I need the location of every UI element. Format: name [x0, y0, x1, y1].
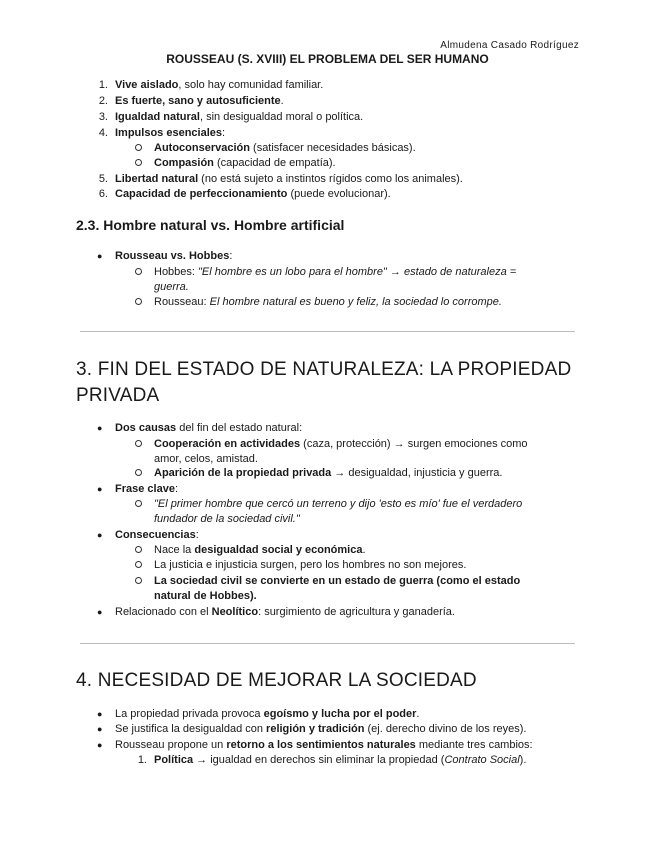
hollow-bullet-icon	[135, 268, 142, 275]
bullet-icon: ●	[97, 530, 103, 540]
bullet-icon: ●	[97, 251, 103, 261]
list-number: 2.	[98, 95, 108, 107]
hollow-bullet-icon	[135, 546, 142, 553]
hollow-bullet-icon	[135, 440, 142, 447]
list-item: Dos causas del fin del estado natural:	[115, 422, 303, 434]
list-item: Libertad natural (no está sujeto a instintos rígidos como los animales).	[115, 173, 463, 185]
document-title: ROUSSEAU (S. XVIII) EL PROBLEMA DEL SER HUMANO	[166, 52, 489, 66]
sub-list-item: La justicia e injusticia surgen, pero los hombres no son mejores.	[154, 559, 467, 571]
list-number: 3.	[98, 111, 108, 123]
list-item: Rousseau propone un retorno a los sentimientos naturales mediante tres cambios:	[115, 739, 533, 751]
section-heading: 2.3. Hombre natural vs. Hombre artificial	[76, 217, 345, 233]
bullet-icon: ●	[97, 607, 103, 617]
sub-list-item: Cooperación en actividades (caza, protección) → surgen emociones como	[154, 438, 528, 450]
sub-list-item-continuation: natural de Hobbes).	[154, 590, 257, 602]
sub-list-item: Compasión (capacidad de empatía).	[154, 157, 336, 169]
list-item: Rousseau vs. Hobbes:	[115, 250, 233, 262]
list-item: Capacidad de perfeccionamiento (puede evolucionar).	[115, 188, 391, 200]
list-number: 5.	[98, 173, 108, 185]
list-number: 1.	[137, 754, 147, 766]
list-item: Impulsos esenciales:	[115, 127, 226, 139]
sub-list-item: Aparición de la propiedad privada → desigualdad, injusticia y guerra.	[154, 467, 503, 479]
section-heading: 4. NECESIDAD DE MEJORAR LA SOCIEDAD	[76, 670, 477, 691]
bullet-icon: ●	[97, 724, 103, 734]
list-number: 1.	[98, 79, 108, 91]
sub-list-item-continuation: amor, celos, amistad.	[154, 453, 258, 465]
hollow-bullet-icon	[135, 159, 142, 166]
hollow-bullet-icon	[135, 561, 142, 568]
list-number: 4.	[98, 127, 108, 139]
list-item: Consecuencias:	[115, 529, 199, 541]
sub-list-item-continuation: fundador de la sociedad civil."	[154, 513, 300, 525]
list-item: Vive aislado, solo hay comunidad familiar.	[115, 79, 324, 91]
sub-list-item: Autoconservación (satisfacer necesidades básicas).	[154, 142, 416, 154]
list-item: Frase clave:	[115, 483, 178, 495]
sub-list-item: Hobbes: "El hombre es un lobo para el hombre" → estado de naturaleza =	[154, 266, 517, 278]
sub-list-item-continuation: guerra.	[154, 281, 189, 293]
section-heading: 3. FIN DEL ESTADO DE NATURALEZA: LA PROPIEDAD PRIVADA	[76, 359, 572, 406]
hollow-bullet-icon	[135, 144, 142, 151]
divider	[80, 331, 575, 332]
list-item: Relacionado con el Neolítico: surgimiento de agricultura y ganadería.	[115, 606, 455, 618]
hollow-bullet-icon	[135, 469, 142, 476]
bullet-icon: ●	[97, 484, 103, 494]
hollow-bullet-icon	[135, 298, 142, 305]
sub-list-item: La sociedad civil se convierte en un estado de guerra (como el estado	[154, 575, 521, 587]
sub-list-item: "El primer hombre que cercó un terreno y dijo 'esto es mío' fue el verdadero	[154, 498, 523, 510]
sub-list-item: Nace la desigualdad social y económica.	[154, 544, 366, 556]
hollow-bullet-icon	[135, 577, 142, 584]
bullet-icon: ●	[97, 423, 103, 433]
divider	[80, 643, 575, 644]
list-number: 6.	[98, 188, 108, 200]
list-item: Se justifica la desigualdad con religión y tradición (ej. derecho divino de los reyes).	[115, 723, 527, 735]
bullet-icon: ●	[97, 740, 103, 750]
list-item: La propiedad privada provoca egoísmo y lucha por el poder.	[115, 708, 420, 720]
hollow-bullet-icon	[135, 500, 142, 507]
list-item: Es fuerte, sano y autosuficiente.	[115, 95, 284, 107]
list-item: Igualdad natural, sin desigualdad moral o política.	[115, 111, 364, 123]
sub-list-item: Rousseau: El hombre natural es bueno y feliz, la sociedad lo corrompe.	[154, 296, 502, 308]
bullet-icon: ●	[97, 709, 103, 719]
sub-list-item: Política → igualdad en derechos sin eliminar la propiedad (Contrato Social).	[154, 754, 527, 766]
author-name: Almudena Casado Rodríguez	[440, 40, 579, 51]
